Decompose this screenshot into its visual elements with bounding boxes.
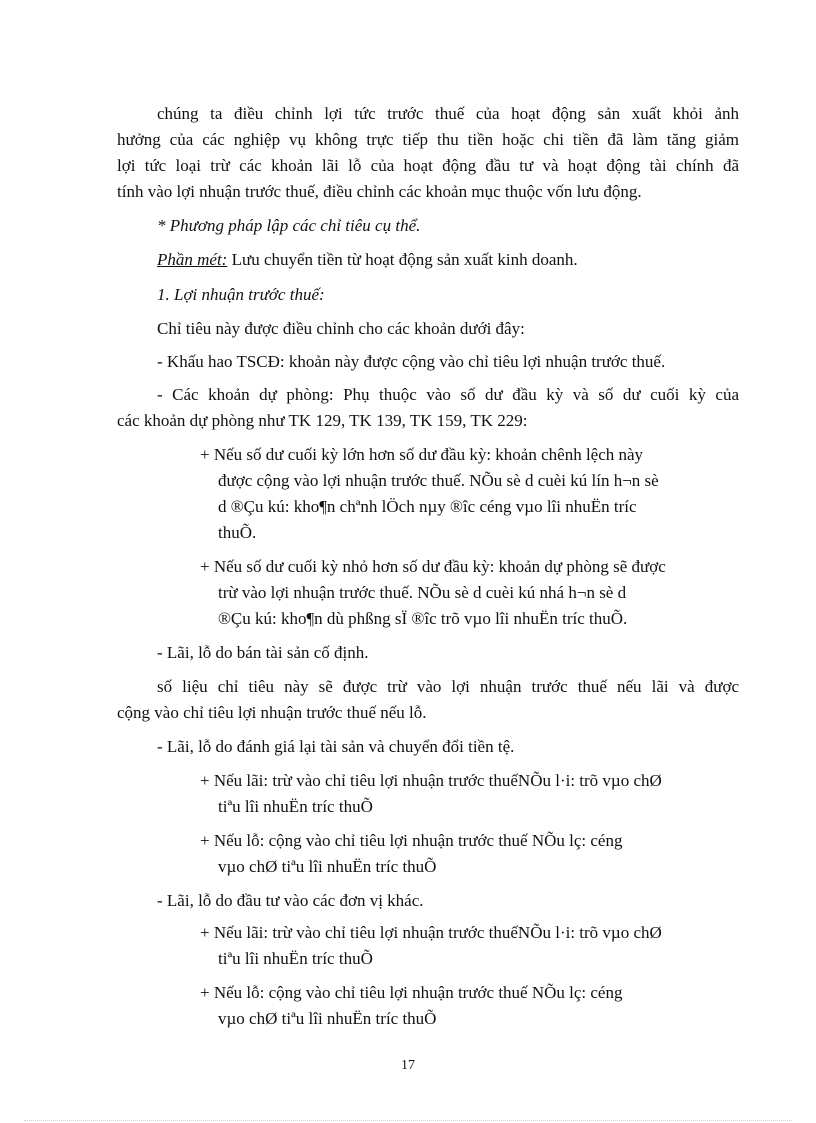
list-item: - Lãi, lỗ do bán tài sản cố định.: [157, 643, 369, 662]
section-heading: * Phương pháp lập các chỉ tiêu cụ thể.: [157, 216, 421, 235]
part-heading: [157, 249, 578, 271]
sub-list-item: + Nếu lỗ: cộng vào chỉ tiêu lợi nhuận trước thuế NÕu lç: céng: [200, 831, 623, 850]
paragraph-line: Chỉ tiêu này được điều chỉnh cho các khoản dưới đây:: [157, 319, 525, 338]
paragraph-line: các khoản dự phòng như TK 129, TK 139, TK 159, TK 229:: [117, 411, 528, 430]
list-item: - Lãi, lỗ do đánh giá lại tài sản và chuyển đổi tiền tệ.: [157, 737, 515, 756]
sub-list-line: vµo chØ tiªu lîi nhuËn tríc thuÕ: [218, 857, 437, 876]
sub-list-line: được cộng vào lợi nhuận trước thuế. NÕu sè d cuèi kú lín h¬n sè: [218, 471, 659, 490]
sub-list-line: d ®Çu kú: kho¶n chªnh lÖch nµy ®îc céng vµo lîi nhuËn tríc: [218, 497, 637, 516]
list-item: - Các khoản dự phòng: Phụ thuộc vào số dư đầu kỳ và số dư cuối kỳ của: [157, 385, 739, 404]
paragraph-line: chúng ta điều chỉnh lợi tức trước thuế của hoạt động sản xuất khỏi ảnh: [157, 104, 739, 123]
sub-list-item: + Nếu lãi: trừ vào chỉ tiêu lợi nhuận trước thuếNÕu l·i: trõ vµo chØ: [200, 771, 662, 790]
paragraph-line: cộng vào chỉ tiêu lợi nhuận trước thuế nếu lỗ.: [117, 703, 427, 722]
sub-list-item: + Nếu số dư cuối kỳ nhỏ hơn số dư đầu kỳ: khoản dự phòng sẽ được: [200, 557, 666, 576]
sub-list-line: trừ vào lợi nhuận trước thuế. NÕu sè d cuèi kú nhá h¬n sè d: [218, 583, 627, 602]
part-title: Lưu chuyển tiền từ hoạt động sản xuất kinh doanh.: [227, 250, 578, 269]
sub-list-line: ®Çu kú: kho¶n dù phßng sÏ ®îc trõ vµo lîi nhuËn tríc thuÕ.: [218, 609, 628, 628]
sub-list-item: + Nếu lỗ: cộng vào chỉ tiêu lợi nhuận trước thuế NÕu lç: céng: [200, 983, 623, 1002]
sub-list-line: vµo chØ tiªu lîi nhuËn tríc thuÕ: [218, 1009, 437, 1028]
paragraph-line: hưởng của các nghiệp vụ không trực tiếp thu tiền hoặc chi tiền đã làm tăng giảm: [117, 130, 739, 149]
sub-list-item: + Nếu số dư cuối kỳ lớn hơn số dư đầu kỳ: khoản chênh lệch này: [200, 445, 644, 464]
page-bottom-divider: [24, 1120, 792, 1121]
sub-list-line: thuÕ.: [218, 523, 257, 542]
paragraph-line: số liệu chỉ tiêu này sẽ được trừ vào lợi nhuận trước thuế nếu lãi và được: [157, 677, 739, 696]
list-item: - Khấu hao TSCĐ: khoản này được cộng vào chỉ tiêu lợi nhuận trước thuế.: [157, 352, 666, 371]
subsection-heading: 1. Lợi nhuận trước thuế:: [157, 285, 325, 304]
part-label: Phần mét:: [157, 250, 228, 269]
page-number: 17: [401, 1058, 415, 1073]
paragraph-line: tính vào lợi nhuận trước thuế, điều chỉnh các khoản mục thuộc vốn lưu động.: [117, 182, 642, 201]
paragraph-line: lợi tức loại trừ các khoản lãi lỗ của hoạt động đầu tư và hoạt động tài chính đã: [117, 156, 739, 175]
sub-list-line: tiªu lîi nhuËn tríc thuÕ: [218, 797, 373, 816]
sub-list-item: + Nếu lãi: trừ vào chỉ tiêu lợi nhuận trước thuếNÕu l·i: trõ vµo chØ: [200, 923, 662, 942]
sub-list-line: tiªu lîi nhuËn tríc thuÕ: [218, 949, 373, 968]
list-item: - Lãi, lỗ do đầu tư vào các đơn vị khác.: [157, 891, 424, 910]
